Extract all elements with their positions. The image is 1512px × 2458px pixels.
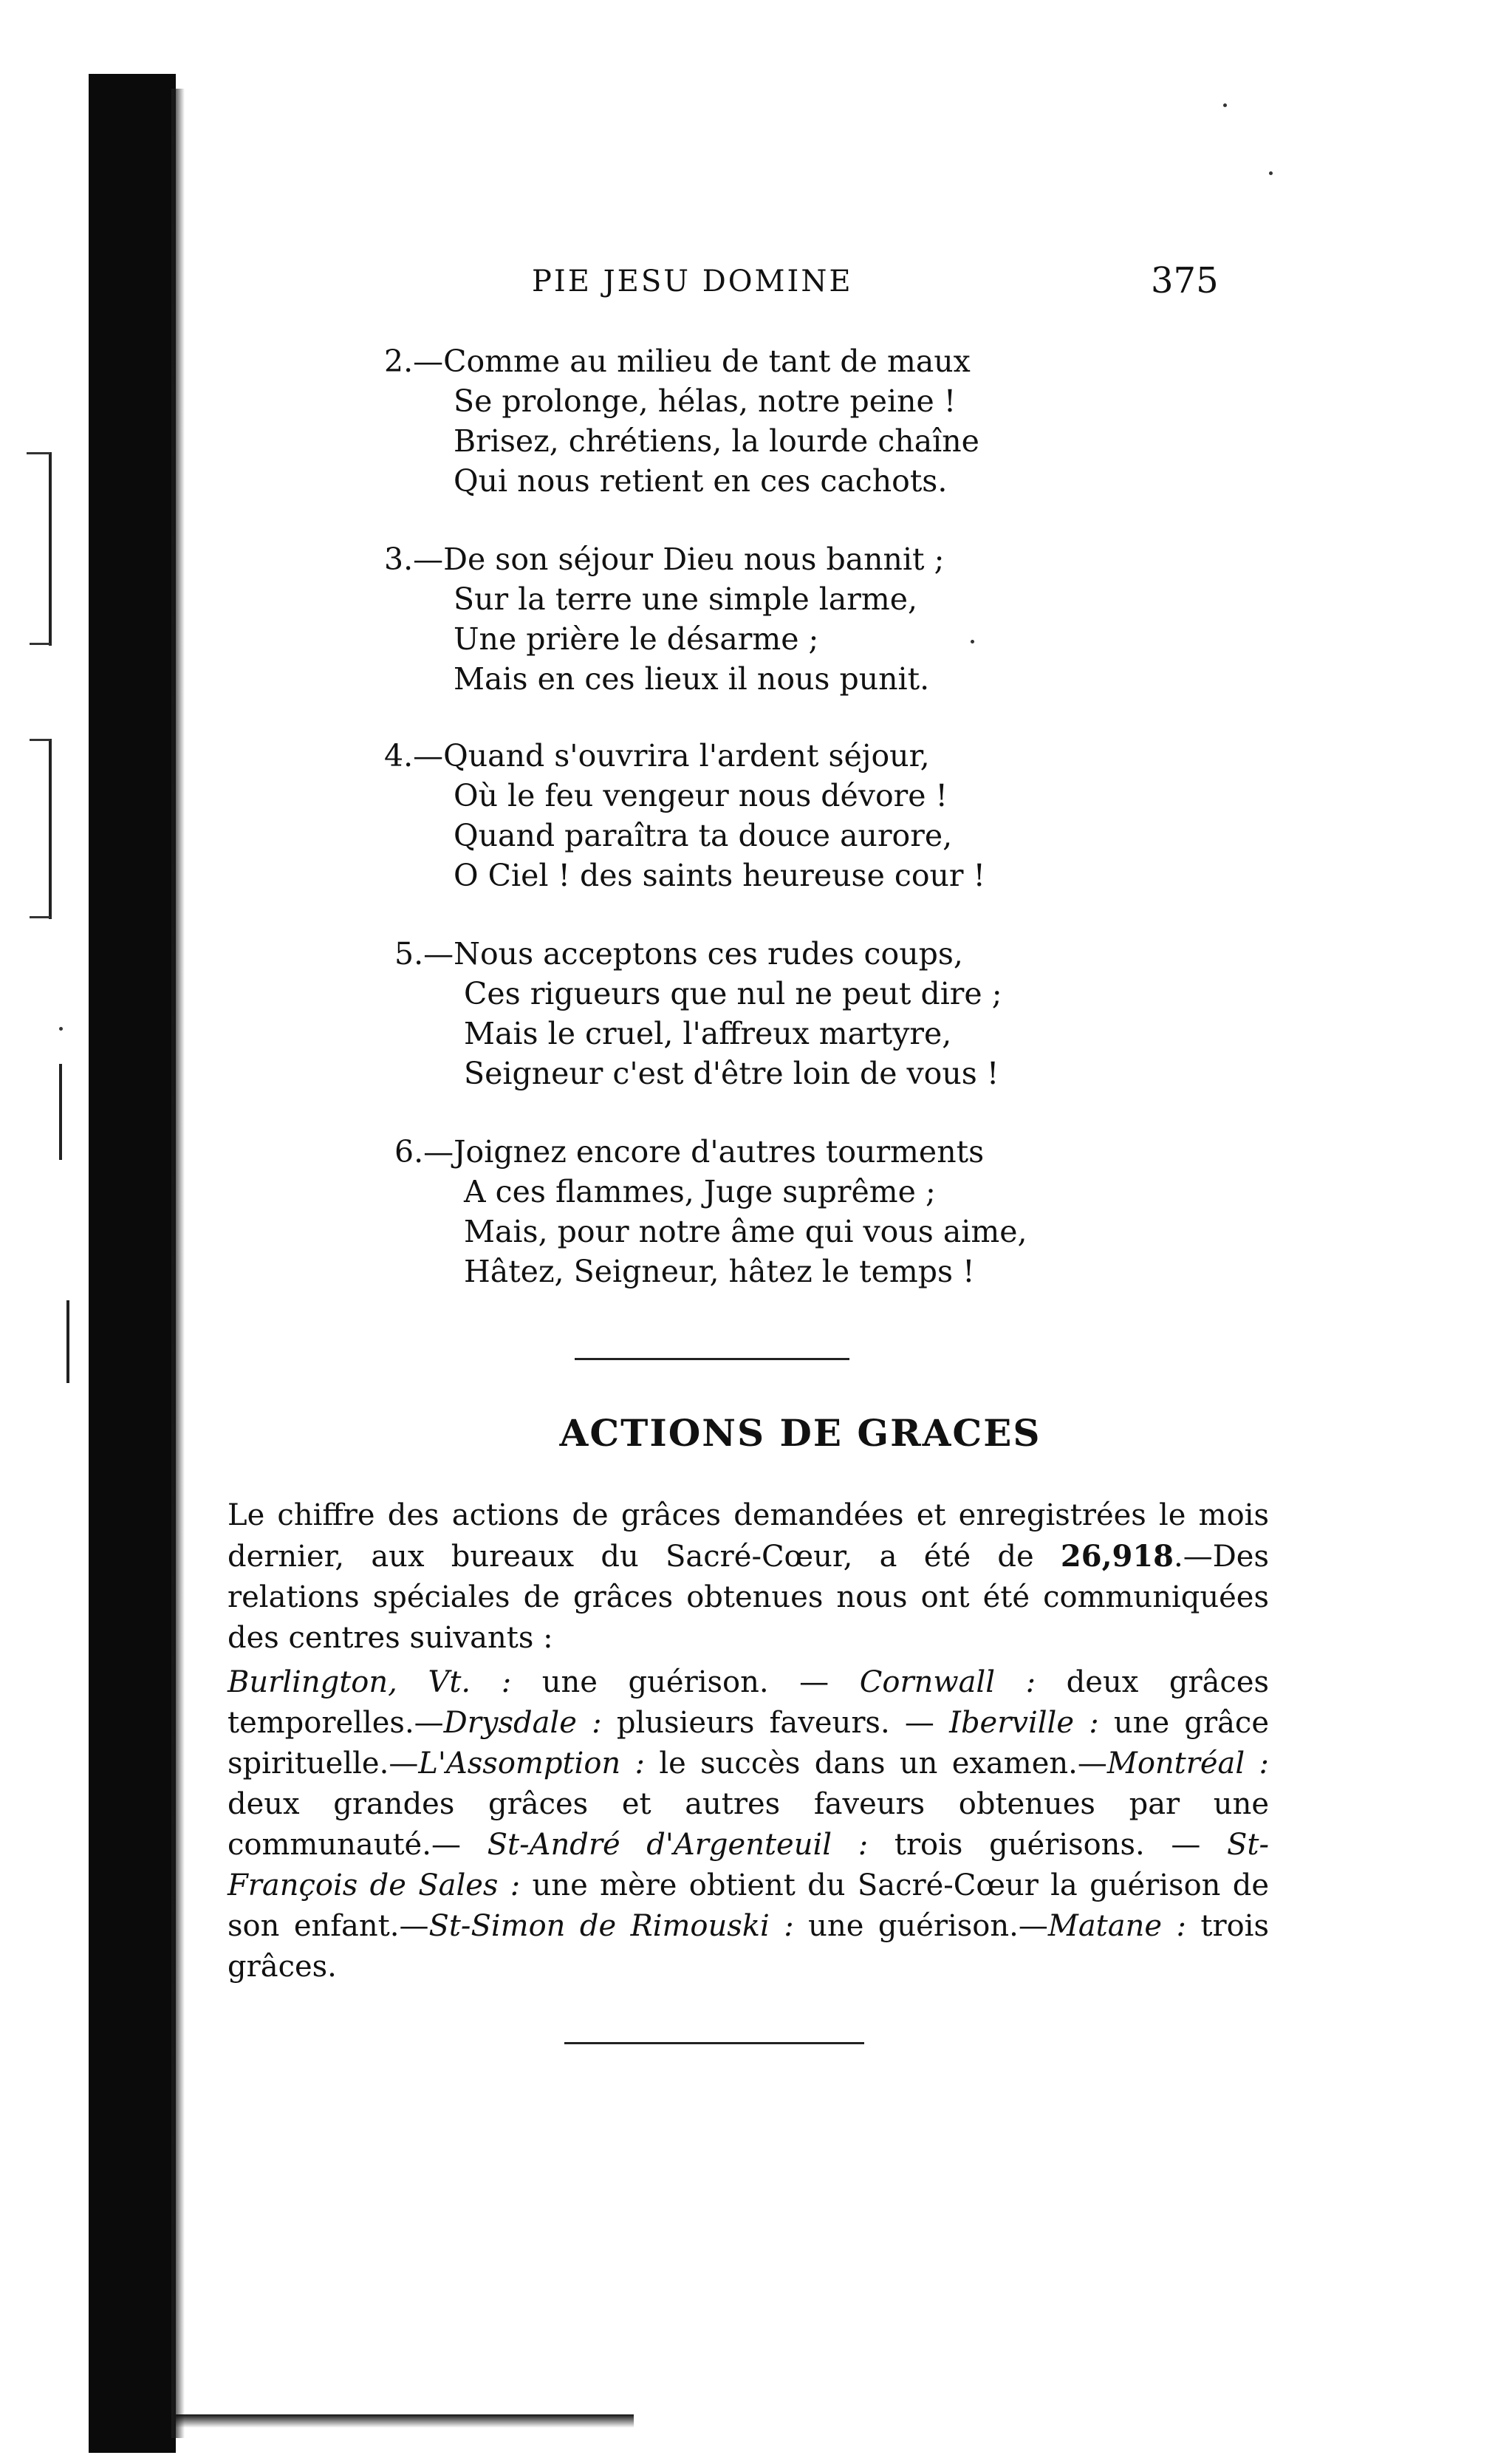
verse-line: Où le feu vengeur nous dévore ! xyxy=(454,778,948,813)
section-title: ACTIONS DE GRACES xyxy=(559,1411,1041,1455)
place-name: Burlington, Vt. : xyxy=(228,1665,512,1699)
place-name: St-François de Sales : xyxy=(228,1828,1270,1902)
report-text: trois grâces. xyxy=(228,1909,1269,1984)
margin-tick xyxy=(30,643,50,645)
verse-line: Mais, pour notre âme qui vous aime, xyxy=(464,1214,1027,1249)
place-name: L'Assomption : xyxy=(418,1747,645,1781)
running-title: PIE JESU DOMINE xyxy=(532,264,853,298)
margin-tick xyxy=(30,916,50,918)
scan-speck xyxy=(971,640,974,643)
verse-line: Sur la terre une simple larme, xyxy=(454,581,918,617)
place-name: Montréal : xyxy=(1106,1747,1269,1781)
page-number: 375 xyxy=(1151,260,1219,301)
place-name: St-Simon de Rimouski : xyxy=(428,1909,794,1943)
verse-line: Brisez, chrétiens, la lourde chaîne xyxy=(454,423,979,459)
stanza xyxy=(394,934,1002,1093)
place-name: Cornwall : xyxy=(859,1665,1036,1699)
report-text: une grâce spirituelle.— xyxy=(228,1706,1270,1781)
section-divider xyxy=(575,1358,849,1360)
verse-line: 4.—Quand s'ouvrira l'ardent séjour, xyxy=(384,738,930,774)
report-text: trois guérisons. — xyxy=(868,1828,1228,1862)
verse-line: Hâtez, Seigneur, hâtez le temps ! xyxy=(464,1254,975,1289)
report-text: le succès dans un examen.— xyxy=(644,1747,1107,1781)
stanza xyxy=(384,736,985,895)
verse-line: A ces flammes, Juge suprême ; xyxy=(464,1174,936,1209)
verse-line: Quand paraîtra ta douce aurore, xyxy=(454,818,953,853)
margin-mark xyxy=(49,452,52,646)
intro-paragraph xyxy=(228,1495,1269,1659)
scan-binding-shadow xyxy=(89,74,176,2453)
verse-line: Seigneur c'est d'être loin de vous ! xyxy=(464,1056,999,1091)
report-text: plusieurs faveurs. — xyxy=(601,1706,950,1740)
scan-speck xyxy=(59,1027,63,1031)
verse-line: 5.—Nous acceptons ces rudes coups, xyxy=(394,936,963,972)
verse-line: 2.—Comme au milieu de tant de maux xyxy=(384,344,971,379)
report-text: une guérison. — xyxy=(511,1665,860,1699)
verse-line: Ces rigueurs que nul ne peut dire ; xyxy=(464,976,1002,1011)
margin-mark xyxy=(66,1300,69,1383)
intro-text: .—Des relations spéciales de grâces obtenues nous ont été communiquées des centres suivants : xyxy=(228,1540,1269,1655)
section-end-divider xyxy=(564,2042,864,2044)
place-name: St-André d'Argenteuil : xyxy=(487,1828,869,1862)
stanza xyxy=(384,539,944,699)
scan-bottom-shadow xyxy=(176,2414,634,2428)
verse-line: O Ciel ! des saints heureuse cour ! xyxy=(454,858,986,893)
verse-line: 6.—Joignez encore d'autres tourments xyxy=(394,1134,985,1170)
place-name: Matane : xyxy=(1047,1909,1186,1943)
verse-line: Mais le cruel, l'affreux martyre, xyxy=(464,1016,952,1051)
place-name: Iberville : xyxy=(949,1706,1099,1740)
report-text: deux grandes grâces et autres faveurs obtenues par une communauté.— xyxy=(228,1787,1269,1862)
margin-tick xyxy=(27,452,50,454)
report-text: une mère obtient du Sacré-Cœur la guérison de son enfant.— xyxy=(228,1868,1269,1943)
intro-text: Le chiffre des actions de grâces demandées et enregistrées le mois dernier, aux bureaux du Sacré-Cœur, a été de xyxy=(228,1498,1269,1574)
reports-paragraph xyxy=(228,1662,1269,1987)
report-text: une guérison.— xyxy=(793,1909,1048,1943)
scan-binding-edge xyxy=(171,89,185,2438)
margin-mark xyxy=(59,1064,62,1160)
margin-mark xyxy=(49,739,52,919)
margin-tick xyxy=(30,739,50,741)
verse-line: Une prière le désarme ; xyxy=(454,621,819,657)
stanza xyxy=(384,341,979,501)
verse-line: Qui nous retient en ces cachots. xyxy=(454,463,948,499)
report-text: deux grâces temporelles.— xyxy=(228,1665,1270,1740)
verse-line: 3.—De son séjour Dieu nous bannit ; xyxy=(384,542,945,577)
graces-count: 26,918 xyxy=(1060,1539,1174,1574)
scan-speck xyxy=(1269,171,1273,175)
verse-line: Se prolonge, hélas, notre peine ! xyxy=(454,383,957,419)
stanza xyxy=(394,1132,1027,1291)
verse-line: Mais en ces lieux il nous punit. xyxy=(454,661,930,697)
place-name: Drysdale : xyxy=(443,1706,602,1740)
scan-speck xyxy=(1223,103,1227,107)
